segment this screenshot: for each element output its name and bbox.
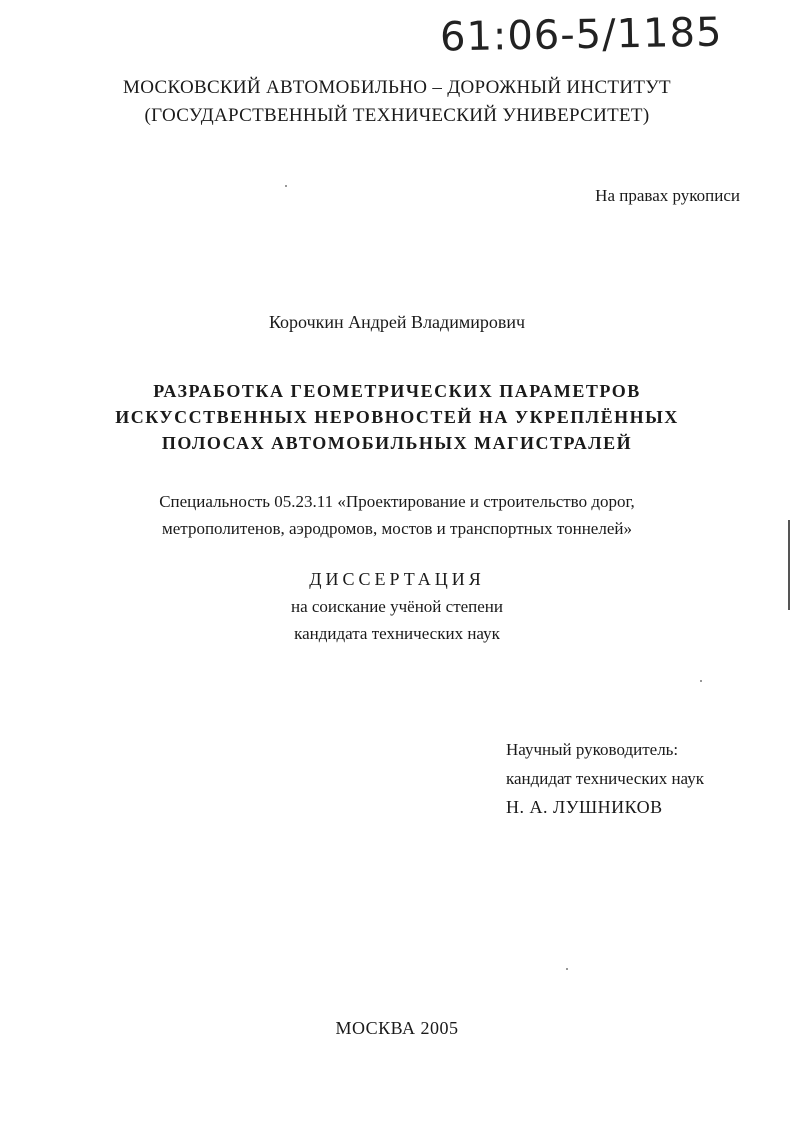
scan-edge-mark: [788, 520, 790, 610]
supervisor-degree: кандидат технических наук: [506, 769, 704, 788]
rights-note: На правах рукописи: [595, 186, 740, 205]
specialty: [0, 488, 794, 542]
dissertation-block: [0, 566, 794, 647]
dissertation-title: [0, 378, 794, 456]
degree-line-2: кандидата технических наук: [294, 624, 500, 643]
title-line-1: РАЗРАБОТКА ГЕОМЕТРИЧЕСКИХ ПАРАМЕТРОВ: [153, 381, 641, 401]
scan-speck: [285, 185, 287, 187]
title-line-3: ПОЛОСАХ АВТОМОБИЛЬНЫХ МАГИСТРАЛЕЙ: [161, 433, 633, 453]
institute-name: МОСКОВСКИЙ АВТОМОБИЛЬНО – ДОРОЖНЫЙ ИНСТИТУТ: [123, 77, 671, 98]
specialty-line-2: метрополитенов, аэродромов, мостов и транспортных тоннелей»: [162, 519, 632, 538]
scan-speck: [700, 680, 702, 682]
specialty-line-1: Специальность 05.23.11 «Проектирование и строительство дорог,: [159, 492, 635, 511]
institute-header: [0, 74, 794, 130]
author-name: Корочкин Андрей Владимирович: [268, 312, 526, 332]
institute-subtitle: (ГОСУДАРСТВЕННЫЙ ТЕХНИЧЕСКИЙ УНИВЕРСИТЕТ): [144, 105, 650, 126]
supervisor-role: Научный руководитель:: [506, 740, 679, 759]
city-year: МОСКВА 2005: [335, 1018, 459, 1038]
scan-speck: [566, 968, 568, 970]
title-line-2: ИСКУССТВЕННЫХ НЕРОВНОСТЕЙ НА УКРЕПЛЁННЫХ: [115, 407, 679, 427]
archive-stamp: 61:06-5/1185: [439, 9, 723, 61]
dissertation-heading: ДИССЕРТАЦИЯ: [309, 569, 485, 589]
supervisor-name: Н. А. ЛУШНИКОВ: [506, 797, 663, 817]
degree-line-1: на соискание учёной степени: [290, 597, 504, 616]
supervisor-block: [506, 735, 704, 822]
